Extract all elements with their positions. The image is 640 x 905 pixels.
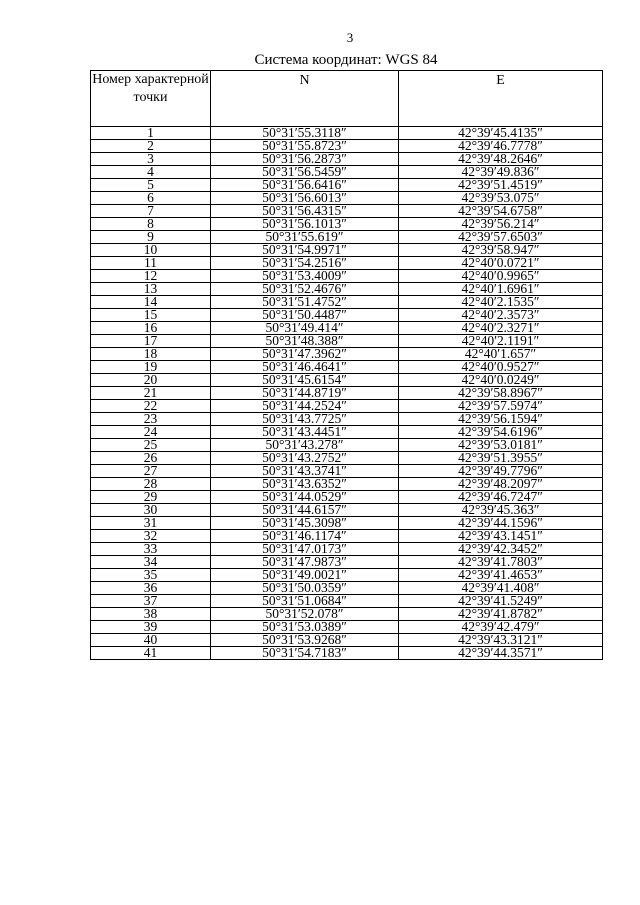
n-coordinate-cell: 50°31′56.4315″ xyxy=(211,205,399,218)
column-header-point-number: Номер характерной точки xyxy=(91,71,211,127)
e-coordinate-cell: 42°39′49.836″ xyxy=(399,166,603,179)
e-coordinate-cell: 42°40′2.3271″ xyxy=(399,322,603,335)
e-coordinate-cell: 42°40′2.1191″ xyxy=(399,335,603,348)
point-number-cell: 29 xyxy=(91,491,211,504)
point-number-cell: 25 xyxy=(91,439,211,452)
point-number-cell: 10 xyxy=(91,244,211,257)
point-number-cell: 20 xyxy=(91,374,211,387)
e-coordinate-cell: 42°39′43.3121″ xyxy=(399,634,603,647)
point-number-cell: 40 xyxy=(91,634,211,647)
n-coordinate-cell: 50°31′55.8723″ xyxy=(211,140,399,153)
e-coordinate-cell: 42°39′49.7796″ xyxy=(399,465,603,478)
n-coordinate-cell: 50°31′56.6416″ xyxy=(211,179,399,192)
n-coordinate-cell: 50°31′44.8719″ xyxy=(211,387,399,400)
n-coordinate-cell: 50°31′51.4752″ xyxy=(211,296,399,309)
table-row xyxy=(91,647,603,660)
n-coordinate-cell: 50°31′48.388″ xyxy=(211,335,399,348)
point-number-cell: 8 xyxy=(91,218,211,231)
column-header-n: N xyxy=(211,71,399,127)
e-coordinate-cell: 42°39′51.3955″ xyxy=(399,452,603,465)
n-coordinate-cell: 50°31′44.2524″ xyxy=(211,400,399,413)
n-coordinate-cell: 50°31′52.4676″ xyxy=(211,283,399,296)
e-coordinate-cell: 42°39′58.8967″ xyxy=(399,387,603,400)
e-coordinate-cell: 42°40′2.3573″ xyxy=(399,309,603,322)
n-coordinate-cell: 50°31′54.7183″ xyxy=(211,647,399,660)
point-number-cell: 18 xyxy=(91,348,211,361)
table-header-row xyxy=(91,71,603,127)
n-coordinate-cell: 50°31′50.0359″ xyxy=(211,582,399,595)
e-coordinate-cell: 42°40′0.9527″ xyxy=(399,361,603,374)
e-coordinate-cell: 42°39′58.947″ xyxy=(399,244,603,257)
n-coordinate-cell: 50°31′45.3098″ xyxy=(211,517,399,530)
n-coordinate-cell: 50°31′49.414″ xyxy=(211,322,399,335)
e-coordinate-cell: 42°39′48.2097″ xyxy=(399,478,603,491)
e-coordinate-cell: 42°39′54.6196″ xyxy=(399,426,603,439)
point-number-cell: 14 xyxy=(91,296,211,309)
n-coordinate-cell: 50°31′43.7725″ xyxy=(211,413,399,426)
n-coordinate-cell: 50°31′46.4641″ xyxy=(211,361,399,374)
n-coordinate-cell: 50°31′55.619″ xyxy=(211,231,399,244)
e-coordinate-cell: 42°39′41.4653″ xyxy=(399,569,603,582)
e-coordinate-cell: 42°39′56.1594″ xyxy=(399,413,603,426)
point-number-cell: 16 xyxy=(91,322,211,335)
point-number-cell: 41 xyxy=(91,647,211,660)
n-coordinate-cell: 50°31′47.3962″ xyxy=(211,348,399,361)
e-coordinate-cell: 42°40′0.0721″ xyxy=(399,257,603,270)
e-coordinate-cell: 42°39′53.0181″ xyxy=(399,439,603,452)
n-coordinate-cell: 50°31′53.0389″ xyxy=(211,621,399,634)
point-number-cell: 37 xyxy=(91,595,211,608)
n-coordinate-cell: 50°31′56.5459″ xyxy=(211,166,399,179)
point-number-cell: 38 xyxy=(91,608,211,621)
point-number-cell: 28 xyxy=(91,478,211,491)
point-number-cell: 6 xyxy=(91,192,211,205)
n-coordinate-cell: 50°31′53.9268″ xyxy=(211,634,399,647)
point-number-cell: 21 xyxy=(91,387,211,400)
point-number-cell: 24 xyxy=(91,426,211,439)
n-coordinate-cell: 50°31′47.0173″ xyxy=(211,543,399,556)
n-coordinate-cell: 50°31′44.6157″ xyxy=(211,504,399,517)
e-coordinate-cell: 42°39′46.7247″ xyxy=(399,491,603,504)
table-body xyxy=(91,127,603,660)
e-coordinate-cell: 42°39′51.4519″ xyxy=(399,179,603,192)
point-number-cell: 35 xyxy=(91,569,211,582)
n-coordinate-cell: 50°31′43.2752″ xyxy=(211,452,399,465)
point-number-cell: 22 xyxy=(91,400,211,413)
e-coordinate-cell: 42°39′45.363″ xyxy=(399,504,603,517)
n-coordinate-cell: 50°31′52.078″ xyxy=(211,608,399,621)
point-number-cell: 30 xyxy=(91,504,211,517)
n-coordinate-cell: 50°31′55.3118″ xyxy=(211,127,399,140)
n-coordinate-cell: 50°31′43.4451″ xyxy=(211,426,399,439)
e-coordinate-cell: 42°40′2.1535″ xyxy=(399,296,603,309)
e-coordinate-cell: 42°39′41.7803″ xyxy=(399,556,603,569)
page-number: 3 xyxy=(346,30,354,45)
n-coordinate-cell: 50°31′49.0021″ xyxy=(211,569,399,582)
n-coordinate-cell: 50°31′54.2516″ xyxy=(211,257,399,270)
point-number-cell: 23 xyxy=(91,413,211,426)
e-coordinate-cell: 42°39′42.479″ xyxy=(399,621,603,634)
n-coordinate-cell: 50°31′43.6352″ xyxy=(211,478,399,491)
e-coordinate-cell: 42°39′54.6758″ xyxy=(399,205,603,218)
e-coordinate-cell: 42°40′0.0249″ xyxy=(399,374,603,387)
e-coordinate-cell: 42°39′46.7778″ xyxy=(399,140,603,153)
n-coordinate-cell: 50°31′43.3741″ xyxy=(211,465,399,478)
point-number-cell: 9 xyxy=(91,231,211,244)
e-coordinate-cell: 42°39′57.5974″ xyxy=(399,400,603,413)
e-coordinate-cell: 42°40′0.9965″ xyxy=(399,270,603,283)
point-number-cell: 27 xyxy=(91,465,211,478)
point-number-cell: 5 xyxy=(91,179,211,192)
point-number-cell: 19 xyxy=(91,361,211,374)
n-coordinate-cell: 50°31′47.9873″ xyxy=(211,556,399,569)
point-number-cell: 7 xyxy=(91,205,211,218)
coordinates-table xyxy=(90,70,603,660)
point-number-cell: 34 xyxy=(91,556,211,569)
e-coordinate-cell: 42°40′1.657″ xyxy=(399,348,603,361)
n-coordinate-cell: 50°31′46.1174″ xyxy=(211,530,399,543)
point-number-cell: 33 xyxy=(91,543,211,556)
point-number-cell: 31 xyxy=(91,517,211,530)
e-coordinate-cell: 42°39′42.3452″ xyxy=(399,543,603,556)
point-number-cell: 26 xyxy=(91,452,211,465)
n-coordinate-cell: 50°31′56.1013″ xyxy=(211,218,399,231)
e-coordinate-cell: 42°39′44.1596″ xyxy=(399,517,603,530)
n-coordinate-cell: 50°31′56.6013″ xyxy=(211,192,399,205)
e-coordinate-cell: 42°39′56.214″ xyxy=(399,218,603,231)
point-number-cell: 36 xyxy=(91,582,211,595)
n-coordinate-cell: 50°31′54.9971″ xyxy=(211,244,399,257)
e-coordinate-cell: 42°39′48.2646″ xyxy=(399,153,603,166)
e-coordinate-cell: 42°39′41.5249″ xyxy=(399,595,603,608)
point-number-cell: 15 xyxy=(91,309,211,322)
point-number-cell: 3 xyxy=(91,153,211,166)
n-coordinate-cell: 50°31′56.2873″ xyxy=(211,153,399,166)
e-coordinate-cell: 42°39′45.4135″ xyxy=(399,127,603,140)
n-coordinate-cell: 50°31′51.0684″ xyxy=(211,595,399,608)
e-coordinate-cell: 42°39′41.8782″ xyxy=(399,608,603,621)
point-number-cell: 1 xyxy=(91,127,211,140)
e-coordinate-cell: 42°39′43.1451″ xyxy=(399,530,603,543)
coordinate-system-title: Система координат: WGS 84 xyxy=(254,52,438,68)
e-coordinate-cell: 42°39′53.075″ xyxy=(399,192,603,205)
e-coordinate-cell: 42°40′1.6961″ xyxy=(399,283,603,296)
column-header-e: E xyxy=(399,71,603,127)
n-coordinate-cell: 50°31′50.4487″ xyxy=(211,309,399,322)
point-number-cell: 32 xyxy=(91,530,211,543)
e-coordinate-cell: 42°39′41.408″ xyxy=(399,582,603,595)
n-coordinate-cell: 50°31′45.6154″ xyxy=(211,374,399,387)
point-number-cell: 17 xyxy=(91,335,211,348)
e-coordinate-cell: 42°39′44.3571″ xyxy=(399,647,603,660)
e-coordinate-cell: 42°39′57.6503″ xyxy=(399,231,603,244)
point-number-cell: 12 xyxy=(91,270,211,283)
point-number-cell: 4 xyxy=(91,166,211,179)
point-number-cell: 13 xyxy=(91,283,211,296)
n-coordinate-cell: 50°31′53.4009″ xyxy=(211,270,399,283)
n-coordinate-cell: 50°31′44.0529″ xyxy=(211,491,399,504)
point-number-cell: 11 xyxy=(91,257,211,270)
point-number-cell: 39 xyxy=(91,621,211,634)
n-coordinate-cell: 50°31′43.278″ xyxy=(211,439,399,452)
point-number-cell: 2 xyxy=(91,140,211,153)
